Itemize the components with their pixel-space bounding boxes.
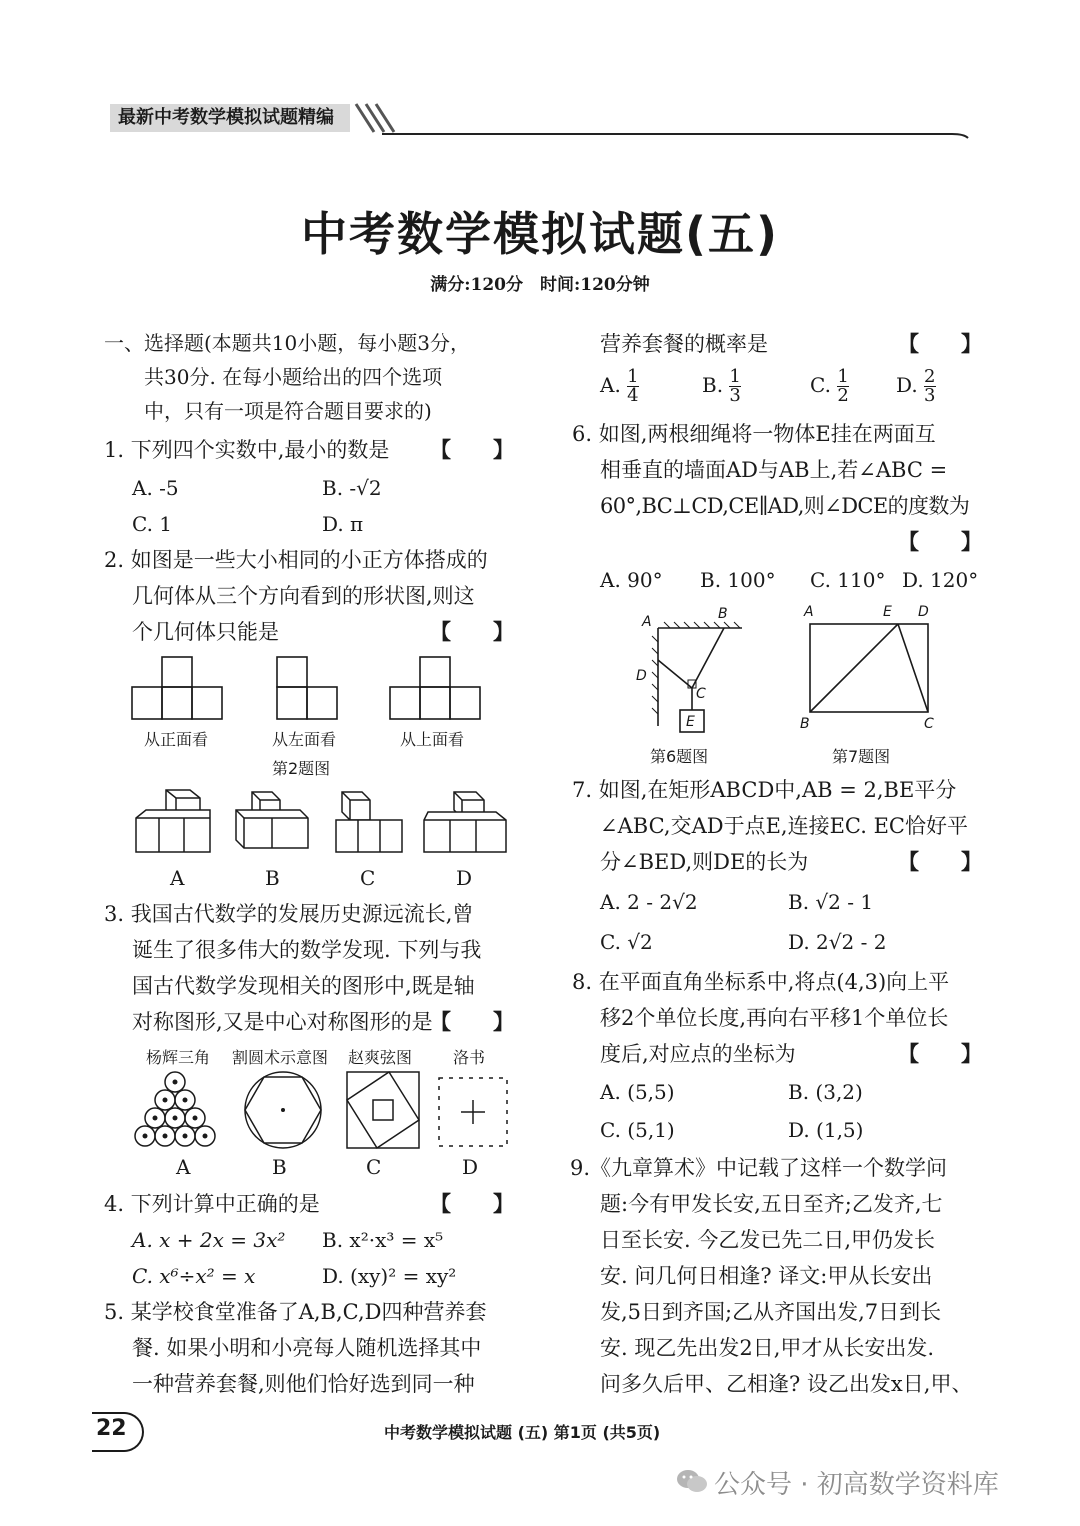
q6-point-a: A (642, 614, 652, 630)
q1-option-d: D. π (322, 512, 364, 536)
q7-point-d: D (918, 604, 929, 620)
q4-stem: 4. 下列计算中正确的是 (104, 1192, 320, 1216)
q2-answer-bracket: 【 】 (430, 619, 514, 644)
q7-answer-bracket: 【 】 (898, 849, 982, 874)
q3-caption-c: 赵爽弦图 (348, 1048, 413, 1067)
q3-label-d: D (462, 1155, 479, 1179)
q2-view-left-caption: 从左面看 (272, 730, 337, 749)
q2-label-a: A (170, 866, 185, 890)
q6-stem: 6. 如图,两根细绳将一物体E挂在两面互 相垂直的墙面AD与AB上,若∠ABC = 60°,BC⊥CD,CE∥AD,则∠DCE的度数为 (572, 422, 970, 518)
q8-answer-bracket: 【 】 (898, 1041, 982, 1066)
header-rule (352, 104, 972, 138)
q7-figure (800, 604, 940, 720)
q3-label-a: A (176, 1155, 191, 1179)
q4-option-c: C. x⁶÷x² = x (132, 1264, 256, 1288)
q6-option-c: C. 110° (810, 568, 886, 592)
q1-option-b: B. -√2 (322, 476, 382, 500)
q2-label-c: C (360, 866, 376, 890)
q5-answer-bracket: 【 】 (898, 331, 982, 356)
q2-figure-caption: 第2题图 (272, 759, 331, 778)
q3-caption-a: 杨辉三角 (146, 1048, 211, 1067)
q7-option-a: A. 2 - 2√2 (600, 890, 698, 914)
q3-caption-d: 洛书 (453, 1048, 486, 1067)
q8-option-d: D. (1,5) (788, 1118, 864, 1142)
section-heading: 一、选择题(本题共10小题，每小题3分， 共30分. 在每小题给出的四个选项 中，只有一项是符合题目要求的) (104, 331, 470, 423)
q3-label-b: B (272, 1155, 287, 1179)
q7-point-c: C (924, 716, 934, 732)
q8-option-c: C. (5,1) (600, 1118, 675, 1142)
q1-option-c: C. 1 (132, 512, 173, 536)
q6-point-b: B (718, 606, 728, 622)
q6-figure-caption: 第6题图 (650, 747, 709, 766)
page-number: 22 (96, 1416, 127, 1441)
page-title: 中考数学模拟试题(五) (300, 207, 780, 261)
q5-option-b: B. $\frac{1}{3}$ (702, 366, 741, 406)
q3-stem: 3. 我国古代数学的发展历史源远流长,曾 诞生了很多伟大的数学发现. 下列与我 国古代数学发现相关的图形中,既是轴 对称图形,又是中心对称图形的是 (104, 902, 482, 1034)
q7-figure-caption: 第7题图 (832, 747, 891, 766)
q7-option-b: B. √2 - 1 (788, 890, 874, 914)
q7-option-d: D. 2√2 - 2 (788, 930, 887, 954)
q7-point-b: B (800, 716, 810, 732)
q5-option-c: C. $\frac{1}{2}$ (810, 366, 849, 406)
q6-option-b: B. 100° (700, 568, 776, 592)
q5-stem: 5. 某学校食堂准备了A,B,C,D四种营养套 餐. 如果小明和小亮每人随机选择其中 一种营养套餐,则他们恰好选到同一种 (104, 1300, 487, 1396)
q7-option-c: C. √2 (600, 930, 653, 954)
q2-label-d: D (456, 866, 473, 890)
q2-stem: 2. 如图是一些大小相同的小正方体搭成的 几何体从三个方向看到的形状图,则这 个几何体只能是 (104, 548, 488, 644)
q2-three-views (130, 655, 490, 725)
q7-point-e: E (883, 604, 892, 620)
q1-option-a: A. -5 (132, 476, 179, 500)
exam-meta: 满分:120分 时间:120分钟 (430, 275, 650, 295)
q6-point-e: E (686, 714, 695, 730)
q6-point-d: D (636, 668, 647, 684)
q8-option-b: B. (3,2) (788, 1080, 863, 1104)
q6-option-d: D. 120° (902, 568, 979, 592)
q3-answer-bracket: 【 】 (430, 1009, 514, 1034)
q7-stem: 7. 如图,在矩形ABCD中,AB = 2,BE平分 ∠ABC,交AD于点E,连接EC. EC恰好平 分∠BED,则DE的长为 (572, 778, 968, 874)
q7-point-a: A (804, 604, 814, 620)
q6-point-c: C (696, 686, 706, 702)
q4-option-b: B. x²·x³ = x⁵ (322, 1228, 444, 1252)
q1-answer-bracket: 【 】 (430, 437, 514, 462)
q3-caption-b: 割圆术示意图 (232, 1048, 329, 1067)
q6-option-a: A. 90° (600, 568, 663, 592)
q3-label-c: C (366, 1155, 382, 1179)
q2-view-front-caption: 从正面看 (144, 730, 209, 749)
q4-answer-bracket: 【 】 (430, 1191, 514, 1216)
q3-figures (135, 1070, 515, 1154)
q6-answer-bracket: 【 】 (898, 529, 982, 554)
q4-option-a: A. x + 2x = 3x² (132, 1228, 286, 1252)
q2-view-top-caption: 从上面看 (400, 730, 465, 749)
watermark-text: 公众号 · 初高数学资料库 (714, 1470, 999, 1500)
q8-option-a: A. (5,5) (600, 1080, 675, 1104)
series-label: 最新中考数学模拟试题精编 (110, 104, 350, 132)
q4-option-d: D. (xy)² = xy² (322, 1264, 457, 1288)
q2-solid-options (132, 788, 512, 856)
wechat-icon (676, 1468, 708, 1494)
q5-stem-continued: 营养套餐的概率是 (600, 332, 768, 356)
q5-option-a: A. $\frac{1}{4}$ (600, 366, 639, 406)
q5-option-d: D. $\frac{2}{3}$ (896, 366, 936, 406)
q1-stem: 1. 下列四个实数中,最小的数是 (104, 438, 390, 462)
footer-center-text: 中考数学模拟试题 (五) 第1页 (共5页) (384, 1423, 661, 1442)
q9-stem: 9.《九章算术》中记载了这样一个数学问 题:今有甲发长安,五日至齐;乙发齐,七 日至长安. 今乙发已先二日,甲仍发长 安. 问几何日相逢? 译文:甲从长安出 发,5日到齐国;乙从齐国出发,7日到长 安. 现乙先出发2日,甲才从长安出发. 问多久后甲、乙相逢? 设乙出发x日,甲、 (570, 1156, 973, 1396)
q2-label-b: B (265, 866, 280, 890)
q8-stem: 8. 在平面直角坐标系中,将点(4,3)向上平 移2个单位长度,再向右平移1个单位长 度后,对应点的坐标为 (572, 970, 950, 1066)
